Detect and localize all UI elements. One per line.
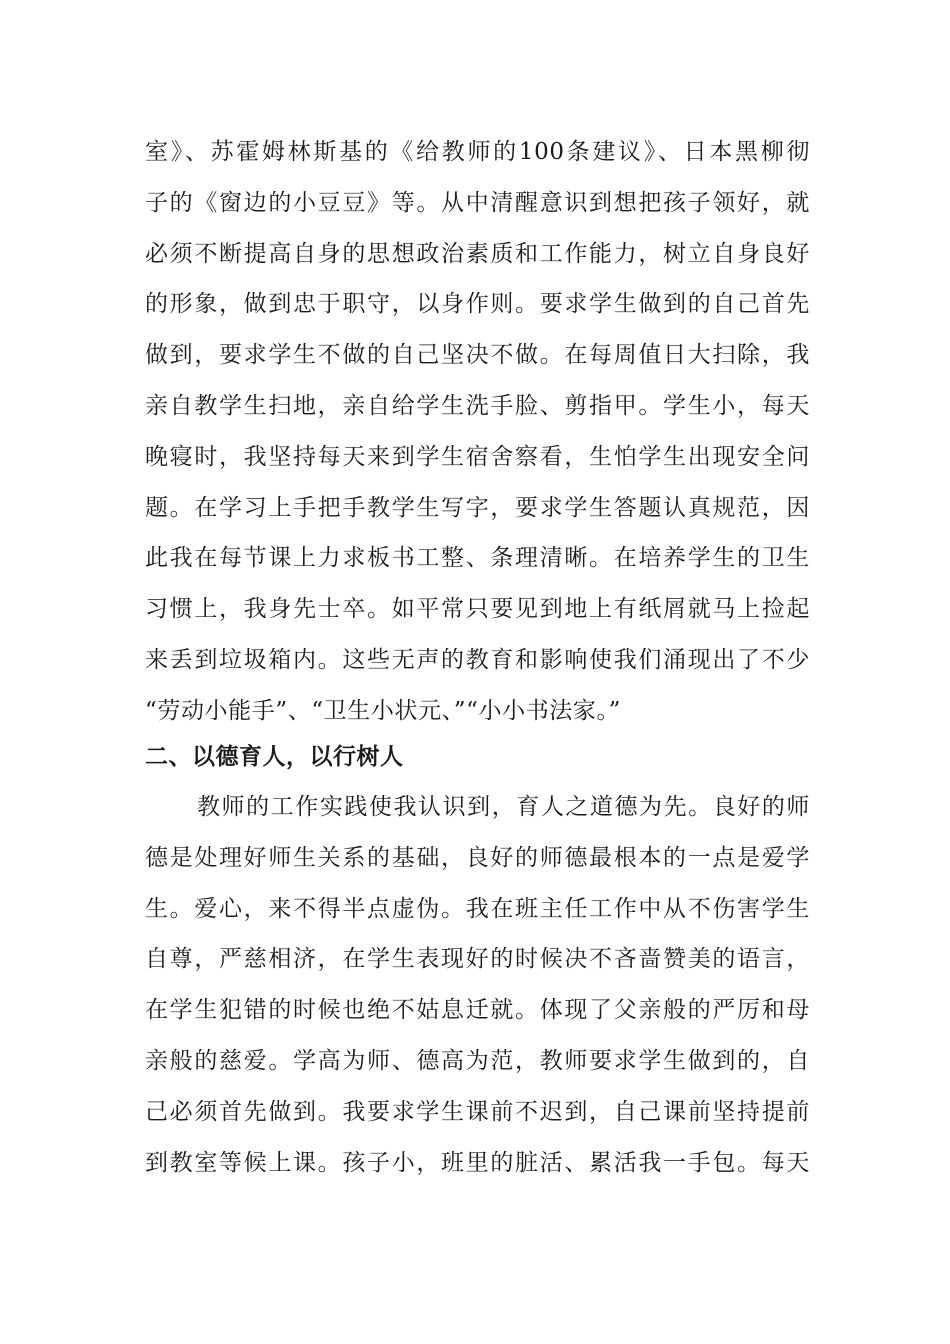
text-line: 习惯上，我身先士卒。如平常只要见到地上有纸屑就马上捡起 (145, 596, 810, 623)
text-line: 题。在学习上手把手教学生写字，要求学生答题认真规范，因 (145, 494, 810, 521)
text-line: 生。爱心，来不得半点虚伪。我在班主任工作中从不伤害学生 (145, 895, 810, 922)
text-line: 德是处理好师生关系的基础，良好的师德最根本的一点是爱学 (145, 844, 810, 871)
text-line: 此我在每节课上力求板书工整、条理清晰。在培养学生的卫生 (145, 545, 810, 572)
text-line: “劳动小能手”、“卫生小状元、”“小小书法家。” (145, 697, 621, 724)
section-heading: 二、以德育人，以行树人 (145, 744, 404, 770)
paragraph-block-2 (145, 782, 810, 1188)
text-line: 做到，要求学生不做的自己坚决不做。在每周值日大扫除，我 (145, 342, 810, 369)
text-line: 在学生犯错的时候也绝不姑息迁就。体现了父亲般的严厉和母 (145, 997, 810, 1024)
text-line: 教师的工作实践使我认识到，育人之道德为先。良好的师 (197, 794, 810, 820)
text-line: 己必须首先做到。我要求学生课前不迟到，自己课前坚持提前 (145, 1098, 810, 1125)
text-line: 的形象，做到忠于职守，以身作则。要求学生做到的自己首先 (145, 291, 810, 318)
paragraph-block-1 (145, 127, 810, 737)
text-line: 室》、苏霍姆林斯基的《给教师的100条建议》、日本黑柳彻 (145, 139, 810, 165)
text-line: 来丢到垃圾箱内。这些无声的教育和影响使我们涌现出了不少 (145, 646, 810, 673)
text-line: 到教室等候上课。孩子小，班里的脏活、累活我一手包。每天 (145, 1149, 810, 1176)
text-line: 子的《窗边的小豆豆》等。从中清醒意识到想把孩子领好，就 (145, 189, 810, 216)
text-line: 亲自教学生扫地，亲自给学生洗手脸、剪指甲。学生小，每天 (145, 392, 810, 419)
text-line: 亲般的慈爱。学高为师、德高为范，教师要求学生做到的，自 (145, 1047, 810, 1074)
text-line: 必须不断提高自身的思想政治素质和工作能力，树立自身良好 (145, 240, 810, 267)
text-line: 晚寝时，我坚持每天来到学生宿舍察看，生怕学生出现安全问 (145, 443, 810, 470)
text-line: 自尊，严慈相济，在学生表现好的时候决不吝啬赞美的语言， (145, 946, 810, 973)
